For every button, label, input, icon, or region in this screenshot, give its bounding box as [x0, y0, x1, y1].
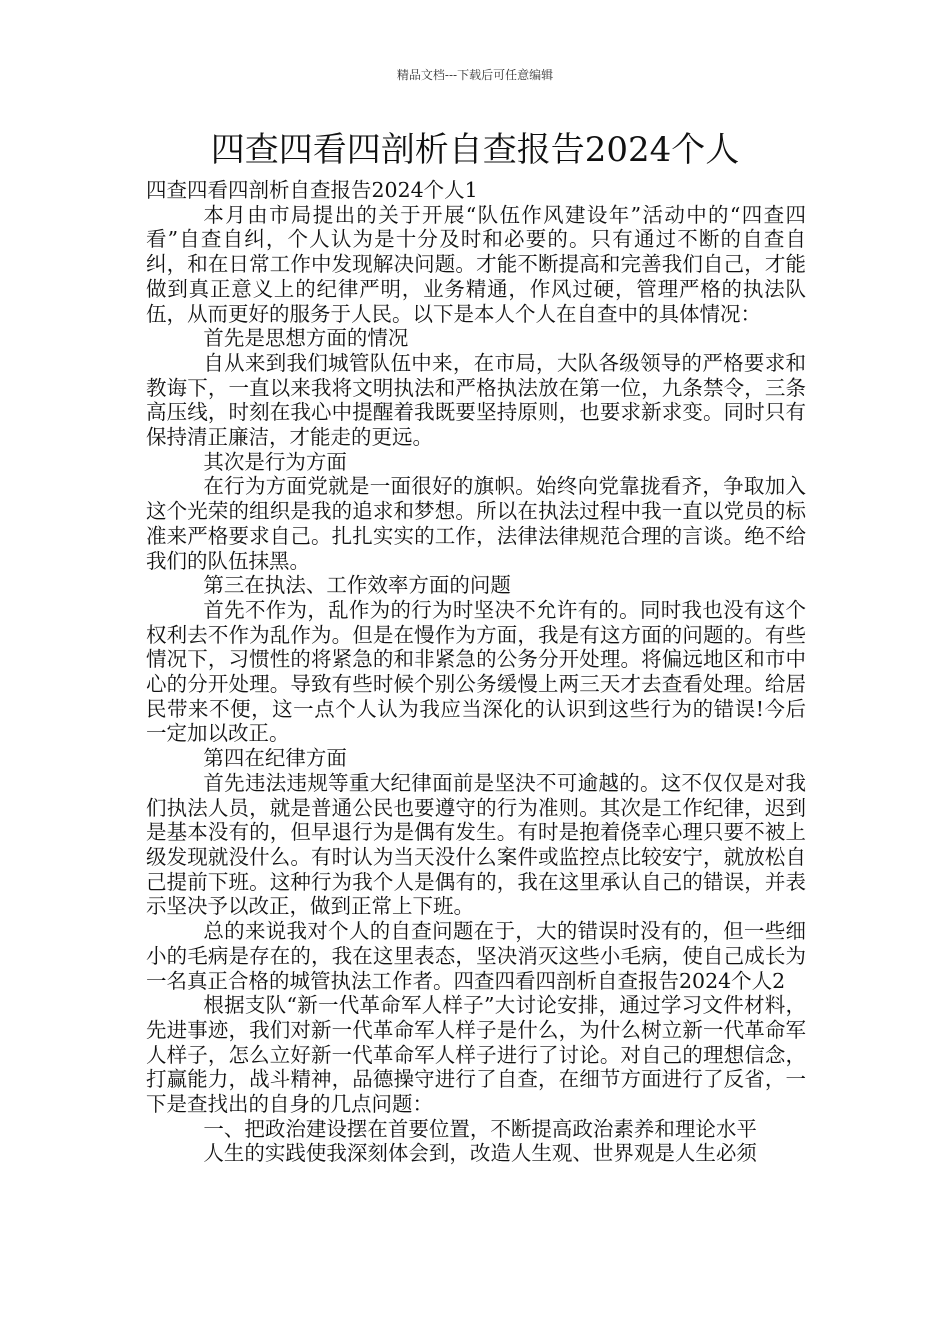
- paragraph: 首先是思想方面的情况: [203, 326, 409, 351]
- paragraph: 根据支队“新一代革命军人样子”大讨论安排，通过学习文件材料，先进事迹，我们对新一代革命军人样子是什么，为什么树立新一代革命军人样子，怎么立好新一代革命军人样子进行了讨论。对自己的理想信念，打赢能力，战斗精神，品德操守进行了自查，在细节方面进行了反省，一下是查找出的自身的几点问题：: [146, 993, 806, 1117]
- paragraph: 第四在纪律方面: [203, 746, 347, 771]
- paragraph: 一、把政治建设摆在首要位置，不断提高政治素养和理论水平: [203, 1116, 757, 1141]
- paragraph: 在行为方面党就是一面很好的旗帜。始终向党靠拢看齐，争取加入这个光荣的组织是我的追求和梦想。所以在执法过程中我一直以党员的标准来严格要求自己。扎扎实实的工作，法律法律规范合理的言谈。绝不给我们的队伍抹黑。: [146, 474, 806, 573]
- paragraph: 总的来说我对个人的自查问题在于，大的错误时没有的，但一些细小的毛病是存在的，我在这里表态，坚决消灭这些小毛病，使自己成长为一名真正合格的城管执法工作者。四查四看四剖析自查报告2024个人2: [146, 919, 806, 993]
- paragraph: 首先不作为，乱作为的行为时坚决不允许有的。同时我也没有这个权利去不作为乱作为。但是在慢作为方面，我是有这方面的问题的。有些情况下，习惯性的将紧急的和非紧急的公务分开处理。将偏远地区和市中心的分开处理。导致有些时候个别公务缓慢上两三天才去查看处理。给居民带来不便，这一点个人认为我应当深化的认识到这些行为的错误!今后一定加以改正。: [146, 597, 806, 746]
- paragraph: 四查四看四剖析自查报告2024个人1: [146, 178, 478, 202]
- paragraph: 自从来到我们城管队伍中来，在市局，大队各级领导的严格要求和教诲下，一直以来我将文明执法和严格执法放在第一位，九条禁令，三条高压线，时刻在我心中提醒着我既要坚持原则，也要求新求变。同时只有保持清正廉洁，才能走的更远。: [146, 350, 806, 450]
- header-note: 精品文档---下载后可任意编辑: [396, 68, 554, 82]
- document-body: [146, 178, 806, 1166]
- paragraph: 第三在执法、工作效率方面的问题: [203, 573, 511, 598]
- paragraph: 人生的实践使我深刻体会到，改造人生观、世界观是人生必须: [203, 1141, 757, 1166]
- paragraph: 首先违法违规等重大纪律面前是坚決不可逾越的。这不仅仅是对我们执法人员，就是普通公民也要遵守的行为准则。其次是工作纪律，迟到是基本没有的，但早退行为是偶有发生。有时是抱着侥幸心理只要不被上级发现就没什么。有时认为当天没什么案件或监控点比较安宁，就放松自己提前下班。这种行为我个人是偶有的，我在这里承认自己的错误，并表示坚决予以改正，做到正常上下班。: [146, 770, 806, 919]
- paragraph: 本月由市局提出的关于开展“队伍作风建设年”活动中的“四查四看”自查自纠，个人认为是十分及时和必要的。只有通过不断的自查自纠，和在日常工作中发现解决问题。才能不断提高和完善我们自己，才能做到真正意义上的纪律严明，业务精通，作风过硬，管理严格的执法队伍，从而更好的服务于人民。以下是本人个人在自查中的具体情况：: [146, 202, 806, 326]
- paragraph: 其次是行为方面: [203, 449, 347, 474]
- document-title: 四查四看四剖析自查报告2024个人: [210, 130, 740, 170]
